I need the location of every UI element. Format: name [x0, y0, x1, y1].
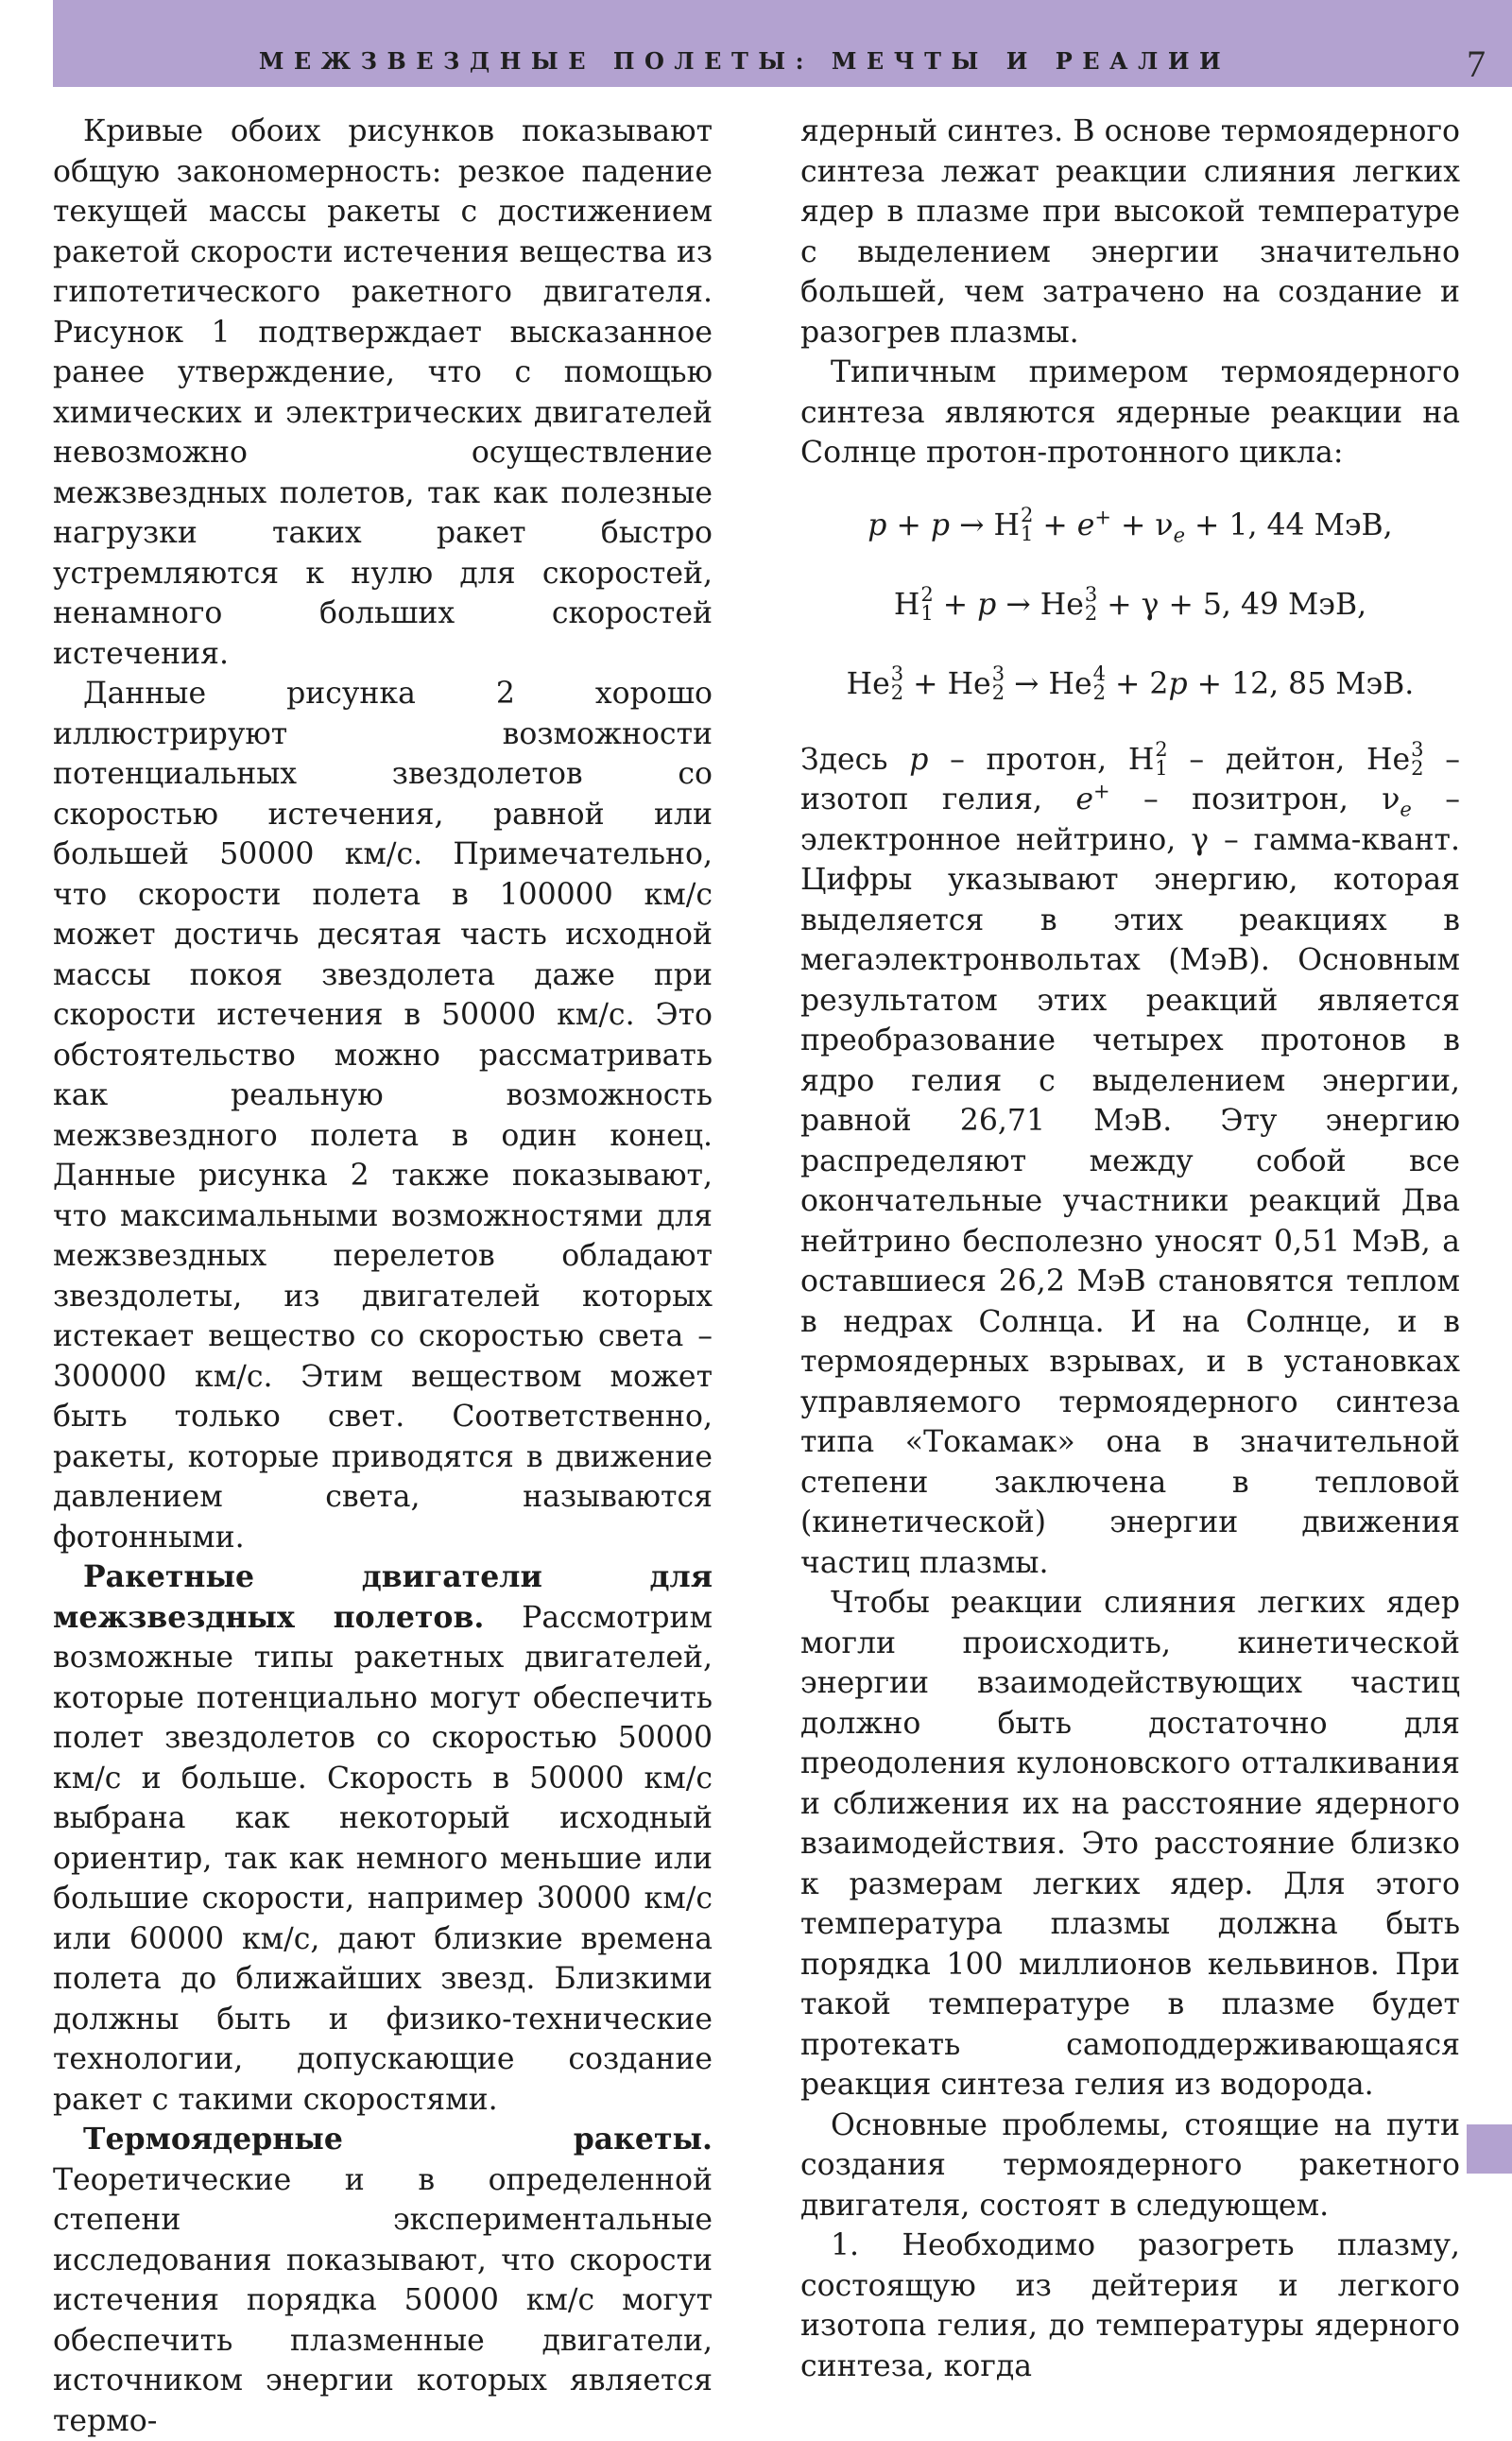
paragraph	[53, 2120, 713, 2441]
left-column	[53, 112, 713, 2441]
section-run-in-heading: Ракетные двигатели для межзвездных полетов.	[53, 1559, 713, 1635]
paragraph-body: Теоретические и в определенной степени экспериментальные исследования показывают, что скорости истечения порядка 50000 км/с могут обеспечить плазменные двигатели, источником энергии которых является термо-	[53, 2162, 713, 2438]
running-title: МЕЖЗВЕЗДНЫЕ ПОЛЕТЫ: МЕЧТЫ И РЕАЛИИ	[258, 47, 1231, 75]
paragraph: Основные проблемы, стоящие на пути создания термоядерного ракетного двигателя, состоят в следующем.	[800, 2107, 1460, 2223]
header-band	[53, 0, 1512, 87]
corner-tab	[1467, 2124, 1512, 2174]
paragraph: Здесь p – протон, H 2 1 – дейтон, He 3 2 – изотоп гелия, e+ – позитрон, $\nu_e$ – электронное нейтрино, γ – гамма-квант. Цифры указывают энергию, которая выделяется в этих реакциях в мегаэлектронвольтах (МэВ). Основным результатом этих реакций является преобразование четырех протонов в ядро гелия с выделением энергии, равной 26,71 МэВ. Эту энергию распределяют между собой все окончательные участники реакций Два нейтрино бесполезно уносят 0,51 МэВ, а оставшиеся 26,2 МэВ становятся теплом в недрах Солнца. И на Солнце, и в термоядерных взрывах, и в установках управляемого термоядерного синтеза типа «Токамак» она в значительной степени заключена в тепловой (кинетической) энергии движения частиц плазмы.	[800, 738, 1461, 1580]
page-number: 7	[1467, 43, 1486, 85]
right-column	[800, 112, 1460, 2386]
paragraph-body: Рассмотрим возможные типы ракетных двигателей, которые потенциально могут обеспечить полет звездолетов со скоростью 50000 км/с и больше. Скорость в 50000 км/с выбрана как некоторый исходный ориентир, так как немного меньшие или большие скорости, например 30000 км/с или 60000 км/с, дают близкие времена полета до ближайших звезд. Близкими должны быть и физико-технические технологии, допускающие создание ракет с такими скоростями.	[53, 1600, 713, 2117]
paragraph: Типичным примером термоядерного синтеза являются ядерные реакции на Солнце протон-протонного цикла:	[800, 355, 1460, 470]
paragraph: ядерный синтез. В основе термоядерного синтеза лежат реакции слияния легких ядер в плазме при высокой температуре с выделением энергии значительно большей, чем затрачено на создание и разогрев плазмы.	[800, 114, 1460, 350]
paragraph: 1. Необходимо разогреть плазму, состоящую из дейтерия и легкого изотопа гелия, до температуры ядерного синтеза, когда	[800, 2228, 1460, 2383]
reaction-equation: H 2 1 + p → He 3 2 + γ + 5, 49 МэВ,	[893, 583, 1367, 625]
paragraph: Данные рисунка 2 хорошо иллюстрируют возможности потенциальных звездолетов со скоростью истечения, равной или большей 50000 км/с. Примечательно, что скорости полета в 100000 км/с может достичь десятая часть исходной массы покоя звездолета даже при скорости истечения в 50000 км/с. Это обстоятельство можно рассматривать как реальную возможность межзвездного полета в один конец. Данные рисунка 2 также показывают, что максимальными возможностями для межзвездных перелетов обладают звездолеты, из двигателей которых истекает вещество со скоростью света – 300000 км/с. Этим веществом может быть только свет. Соответственно, ракеты, которые приводятся в движение давлением света, называются фотонными.	[53, 677, 713, 1555]
reaction-equation: He 3 2 + He 3 2 → He 4 2 + 2p + 12, 85 МэВ.	[846, 662, 1415, 704]
reaction-equation: p + p → H 2 1 + $e^+ + \nu_e + 1$, 44 МэВ,	[868, 504, 1393, 546]
paragraph: Кривые обоих рисунков показывают общую закономерность: резкое падение текущей массы ракеты с достижением ракетой скорости истечения вещества из гипотетического ракетного двигателя. Рисунок 1 подтверждает высказанное ранее утверждение, что с помощью химических и электрических двигателей невозможно осуществление межзвездных полетов, так как полезные нагрузки таких ракет быстро устремляются к нулю для скоростей, ненамного больших скоростей истечения.	[53, 114, 713, 671]
paragraph: Чтобы реакции слияния легких ядер могли происходить, кинетической энергии взаимодействующих частиц должно быть достаточно для преодоления кулоновского отталкивания и сближения их на расстояние ядерного взаимодействия. Это расстояние близко к размерам легких ядер. Для этого температура плазмы должна быть порядка 100 миллионов кельвинов. При такой температуре в плазме будет протекать самоподдерживающаяся реакция синтеза гелия из водорода.	[800, 1586, 1460, 2102]
reaction-energy: + 5, 49 МэВ,	[1168, 587, 1367, 622]
section-run-in-heading: Термоядерные ракеты.	[83, 2122, 713, 2157]
reaction-energy: + 1, 44 МэВ,	[1194, 507, 1393, 542]
reaction-energy: + 12, 85 МэВ.	[1196, 666, 1415, 701]
paragraph	[53, 1557, 713, 2120]
